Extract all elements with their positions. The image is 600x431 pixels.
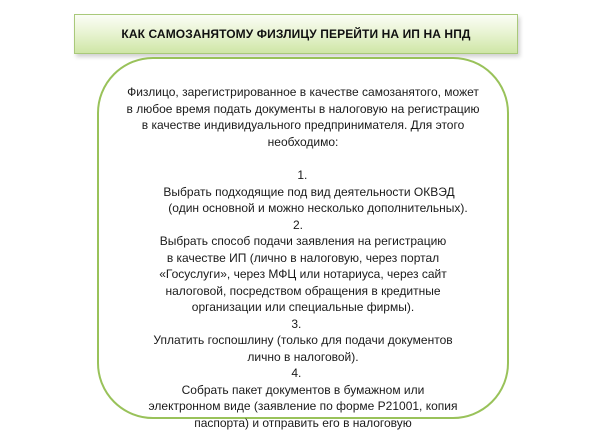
step-line: «Госуслуги», через МФЦ или нотариуса, через сайт <box>110 266 496 283</box>
intro-line: в любое время подать документы в налоговую на регистрацию <box>110 101 496 118</box>
intro-line: Физлицо, зарегистрированное в качестве самозанятого, может <box>110 84 496 101</box>
step-number: 2. <box>293 218 303 232</box>
step-line: Уплатить госпошлину (только для подачи документов <box>110 332 496 349</box>
step-2 <box>110 217 496 316</box>
step-line: Выбрать способ подачи заявления на регистрацию <box>110 233 496 250</box>
intro-line: в качестве индивидуального предпринимателя. Для этого <box>110 117 496 134</box>
step-line: Выбрать подходящие под вид деятельности ОКВЭД <box>122 184 496 201</box>
title-banner <box>74 14 518 54</box>
step-line: Собрать пакет документов в бумажном или <box>110 382 496 399</box>
step-line: в качестве ИП (лично в налоговую, через портал <box>110 250 496 267</box>
step-line: электронном виде (заявление по форме Р21001, копия <box>110 398 496 415</box>
step-number: 3. <box>291 317 301 331</box>
step-3 <box>110 316 496 366</box>
intro-line: необходимо: <box>110 134 496 151</box>
step-number: 4. <box>291 366 301 380</box>
step-1 <box>110 167 496 217</box>
step-4 <box>110 365 496 431</box>
diagram-title: КАК САМОЗАНЯТОМУ ФИЗЛИЦУ ПЕРЕЙТИ НА ИП НА НПД <box>121 27 470 41</box>
step-line: паспорта) и отправить его в налоговую <box>110 415 496 431</box>
step-line: налоговой, посредством обращения в кредитные <box>110 283 496 300</box>
step-line: организации или специальные фирмы). <box>110 299 496 316</box>
step-line: (один основной и можно несколько дополнительных). <box>122 200 496 217</box>
intro-paragraph <box>110 84 496 150</box>
steps-list <box>110 167 496 431</box>
step-number: 1. <box>297 168 307 182</box>
step-line: лично в налоговой). <box>110 349 496 366</box>
